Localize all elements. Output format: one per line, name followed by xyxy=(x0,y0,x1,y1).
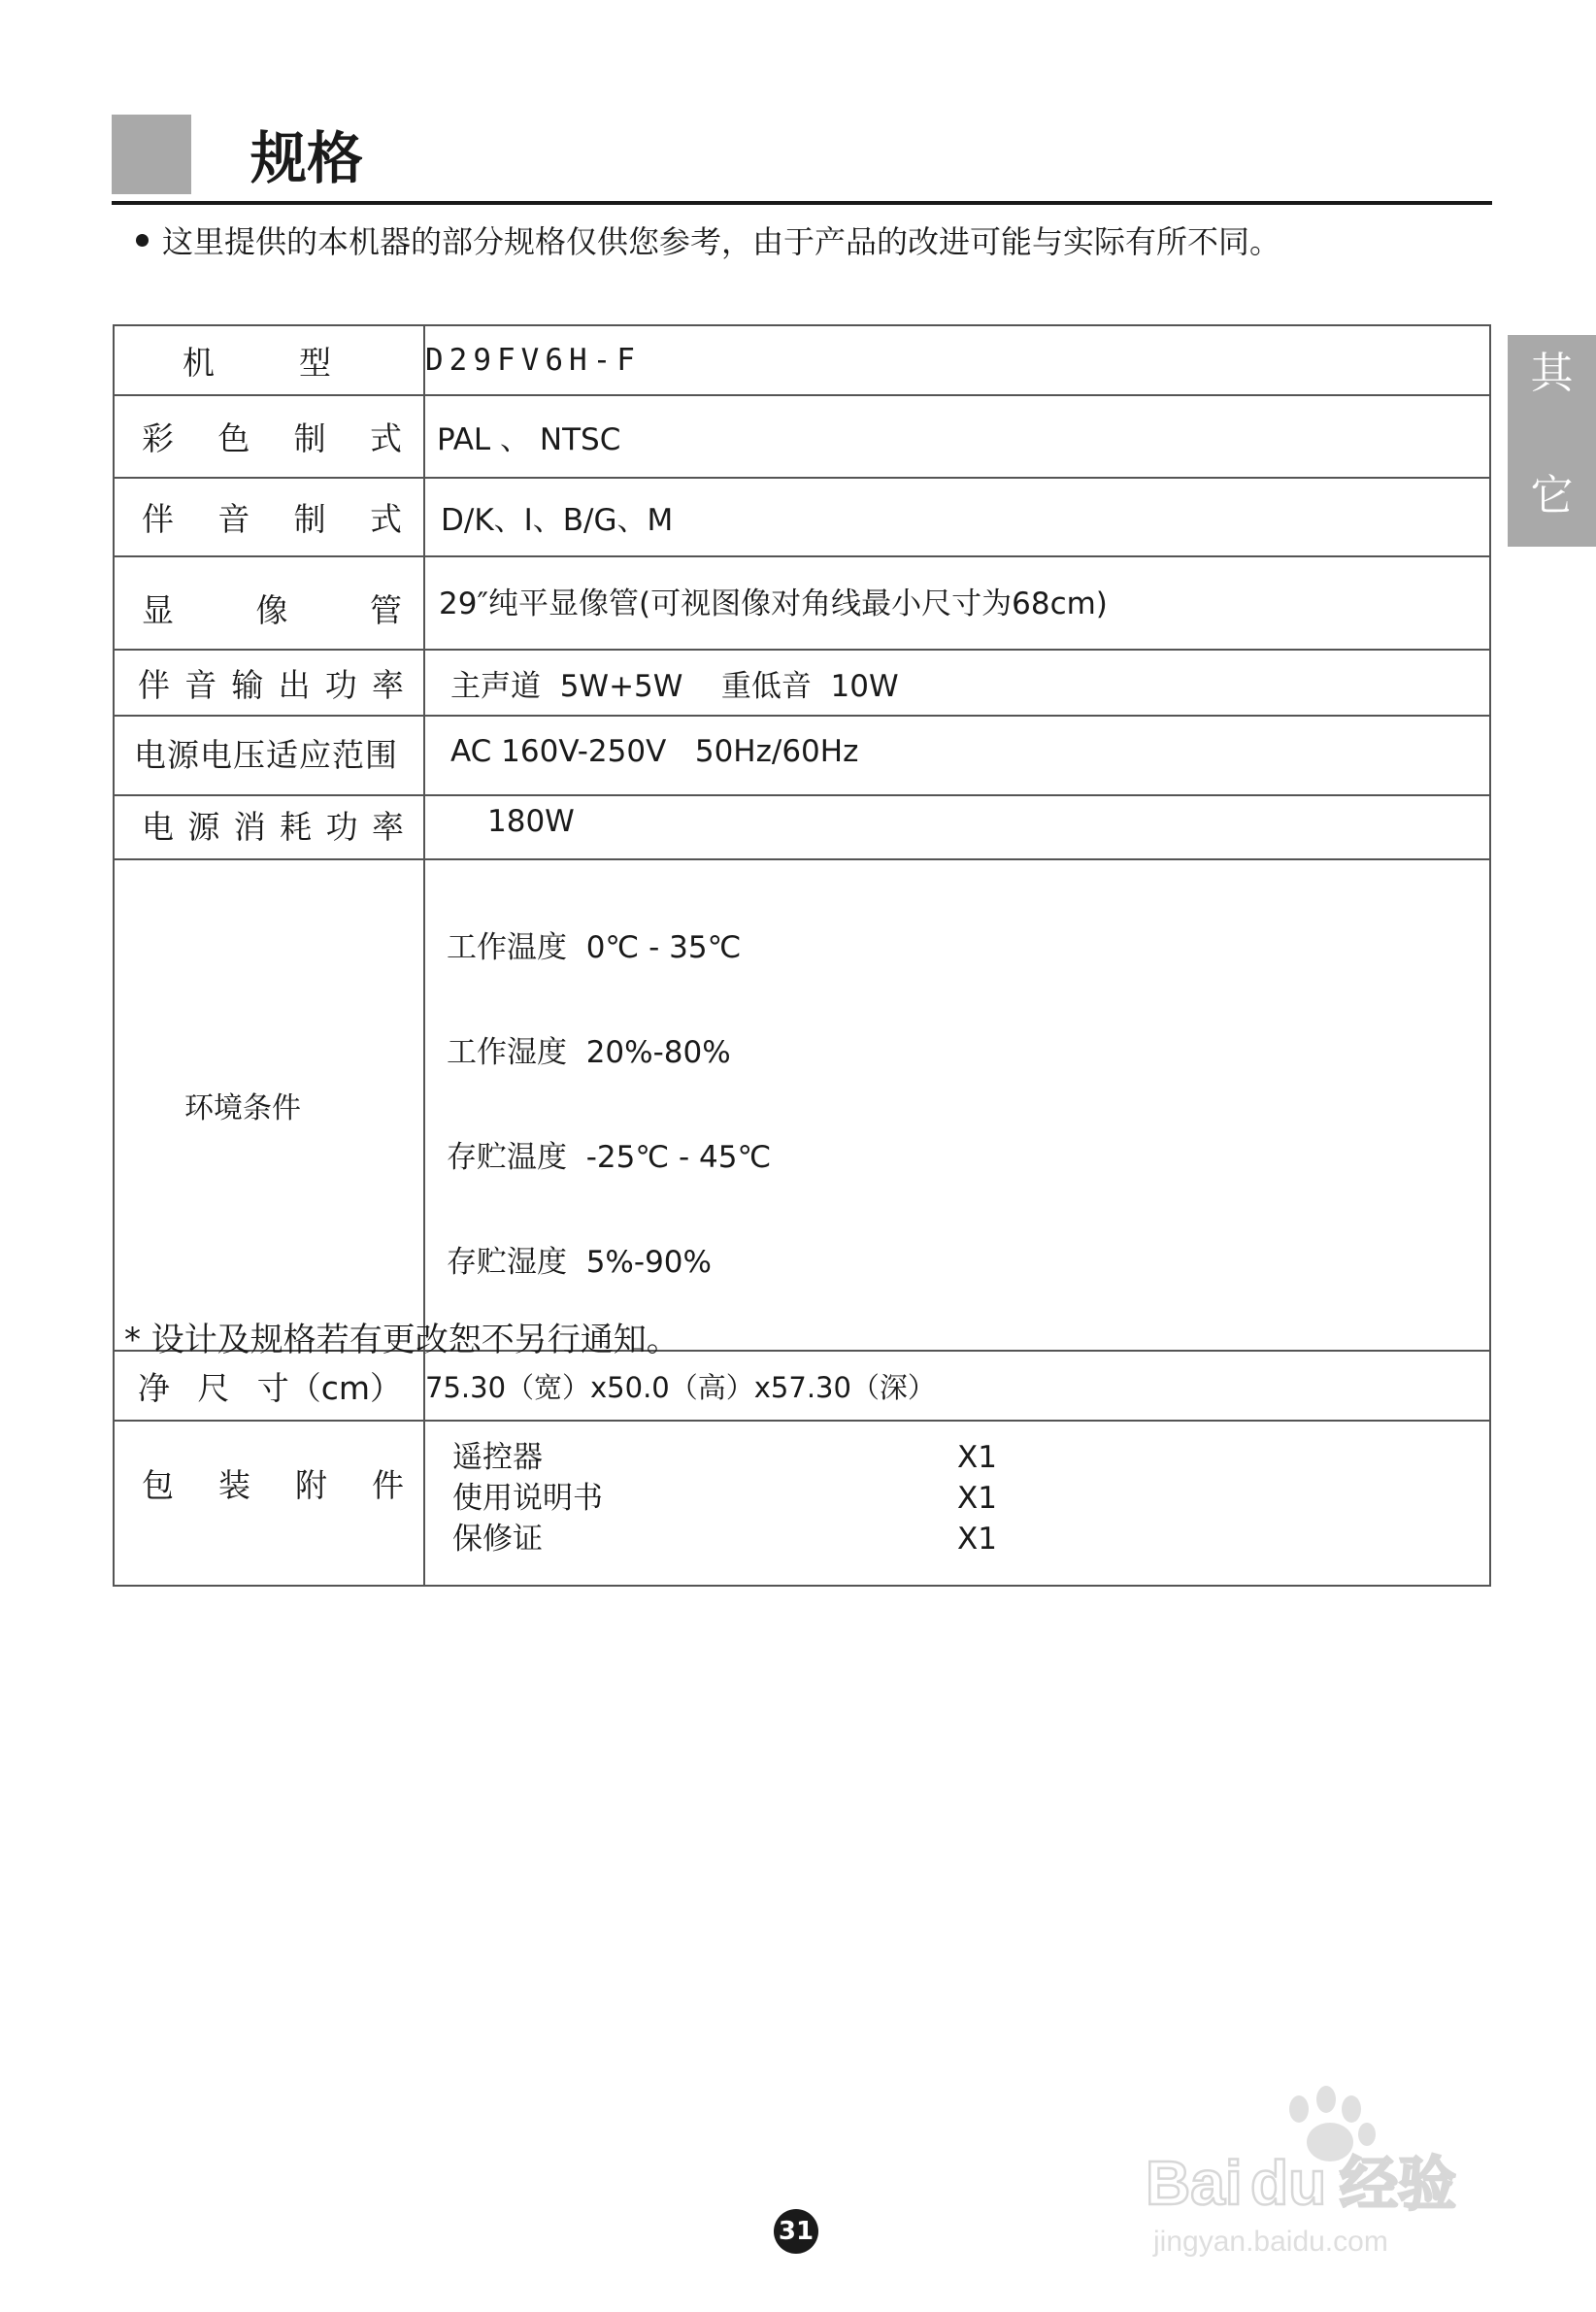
header-gray-block xyxy=(112,115,191,194)
side-tab-char-2: 它 xyxy=(1530,471,1574,520)
intro-text: 这里提供的本机器的部分规格仅供您参考，由于产品的改进可能与实际有所不同。 xyxy=(162,223,1281,260)
bullet-icon xyxy=(136,234,149,247)
table-row-model xyxy=(114,325,1490,395)
environment-line-4: 存贮湿度 5%-90% xyxy=(447,1245,712,1280)
footnote: * 设计及规格若有更改恕不另行通知。 xyxy=(124,1321,680,1359)
intro-note xyxy=(136,219,1280,264)
page-number: 31 xyxy=(774,2209,818,2254)
value-power-consumption: 180W xyxy=(424,795,1490,859)
label-sound-system: 伴 音 制 式 xyxy=(114,478,424,556)
value-audio-power: 主声道 5W+5W 重低音 10W xyxy=(424,650,1490,716)
list-item: 使用说明书 X1 xyxy=(452,1481,997,1516)
label-model: 机 型 xyxy=(114,325,424,395)
svg-text:Bai: Bai xyxy=(1146,2148,1243,2218)
page-title: 规格 xyxy=(250,125,364,191)
environment-line-3: 存贮温度 -25℃ - 45℃ xyxy=(447,1140,772,1175)
svg-text:du: du xyxy=(1250,2148,1327,2218)
table-row-audio-power xyxy=(114,650,1490,716)
value-picture-tube: 29″纯平显像管(可视图像对角线最小尺寸为68cm) xyxy=(424,556,1490,650)
value-model: D29FV6H-F xyxy=(424,325,1490,395)
label-picture-tube: 显 像 管 xyxy=(114,556,424,650)
label-environment: 环境条件 xyxy=(114,859,424,1351)
table-row-color-system xyxy=(114,395,1490,478)
table-row-voltage-range xyxy=(114,716,1490,795)
list-item: 遥控器 X1 xyxy=(452,1440,997,1475)
label-dimensions: 净 尺 寸（cm） xyxy=(114,1351,424,1421)
list-item: 保修证 X1 xyxy=(452,1522,997,1557)
environment-line-1: 工作温度 0℃ - 35℃ xyxy=(447,930,742,965)
spec-table xyxy=(113,324,1491,1587)
section-side-tab xyxy=(1508,335,1596,547)
value-sound-system: D/K、I、B/G、M xyxy=(424,478,1490,556)
value-accessories xyxy=(424,1421,1490,1586)
svg-text:经验: 经验 xyxy=(1340,2151,1456,2219)
label-color-system: 彩 色 制 式 xyxy=(114,395,424,478)
table-row-picture-tube xyxy=(114,556,1490,650)
table-row-accessories xyxy=(114,1421,1490,1586)
label-accessories: 包 装 附 件 xyxy=(114,1421,424,1586)
table-row-environment xyxy=(114,859,1490,1351)
table-row-power-consumption xyxy=(114,795,1490,859)
side-tab-char-1: 其 xyxy=(1530,349,1574,398)
value-dimensions: 75.30（宽）x50.0（高）x57.30（深） xyxy=(424,1351,1490,1421)
value-voltage-range: AC 160V-250V 50Hz/60Hz xyxy=(424,716,1490,795)
label-voltage-range: 电源电压适应范围 xyxy=(114,716,424,795)
table-row-sound-system xyxy=(114,478,1490,556)
value-color-system: PAL 、 NTSC xyxy=(424,395,1490,478)
environment-line-2: 工作湿度 20%-80% xyxy=(447,1035,731,1070)
header-divider xyxy=(112,201,1492,205)
baidu-watermark-logo xyxy=(1136,2078,1505,2262)
watermark-url: jingyan.baidu.com xyxy=(1153,2226,1388,2258)
value-environment xyxy=(424,859,1490,1351)
label-audio-power: 伴 音 输 出 功 率 xyxy=(114,650,424,716)
label-power-consumption: 电 源 消 耗 功 率 xyxy=(114,795,424,859)
